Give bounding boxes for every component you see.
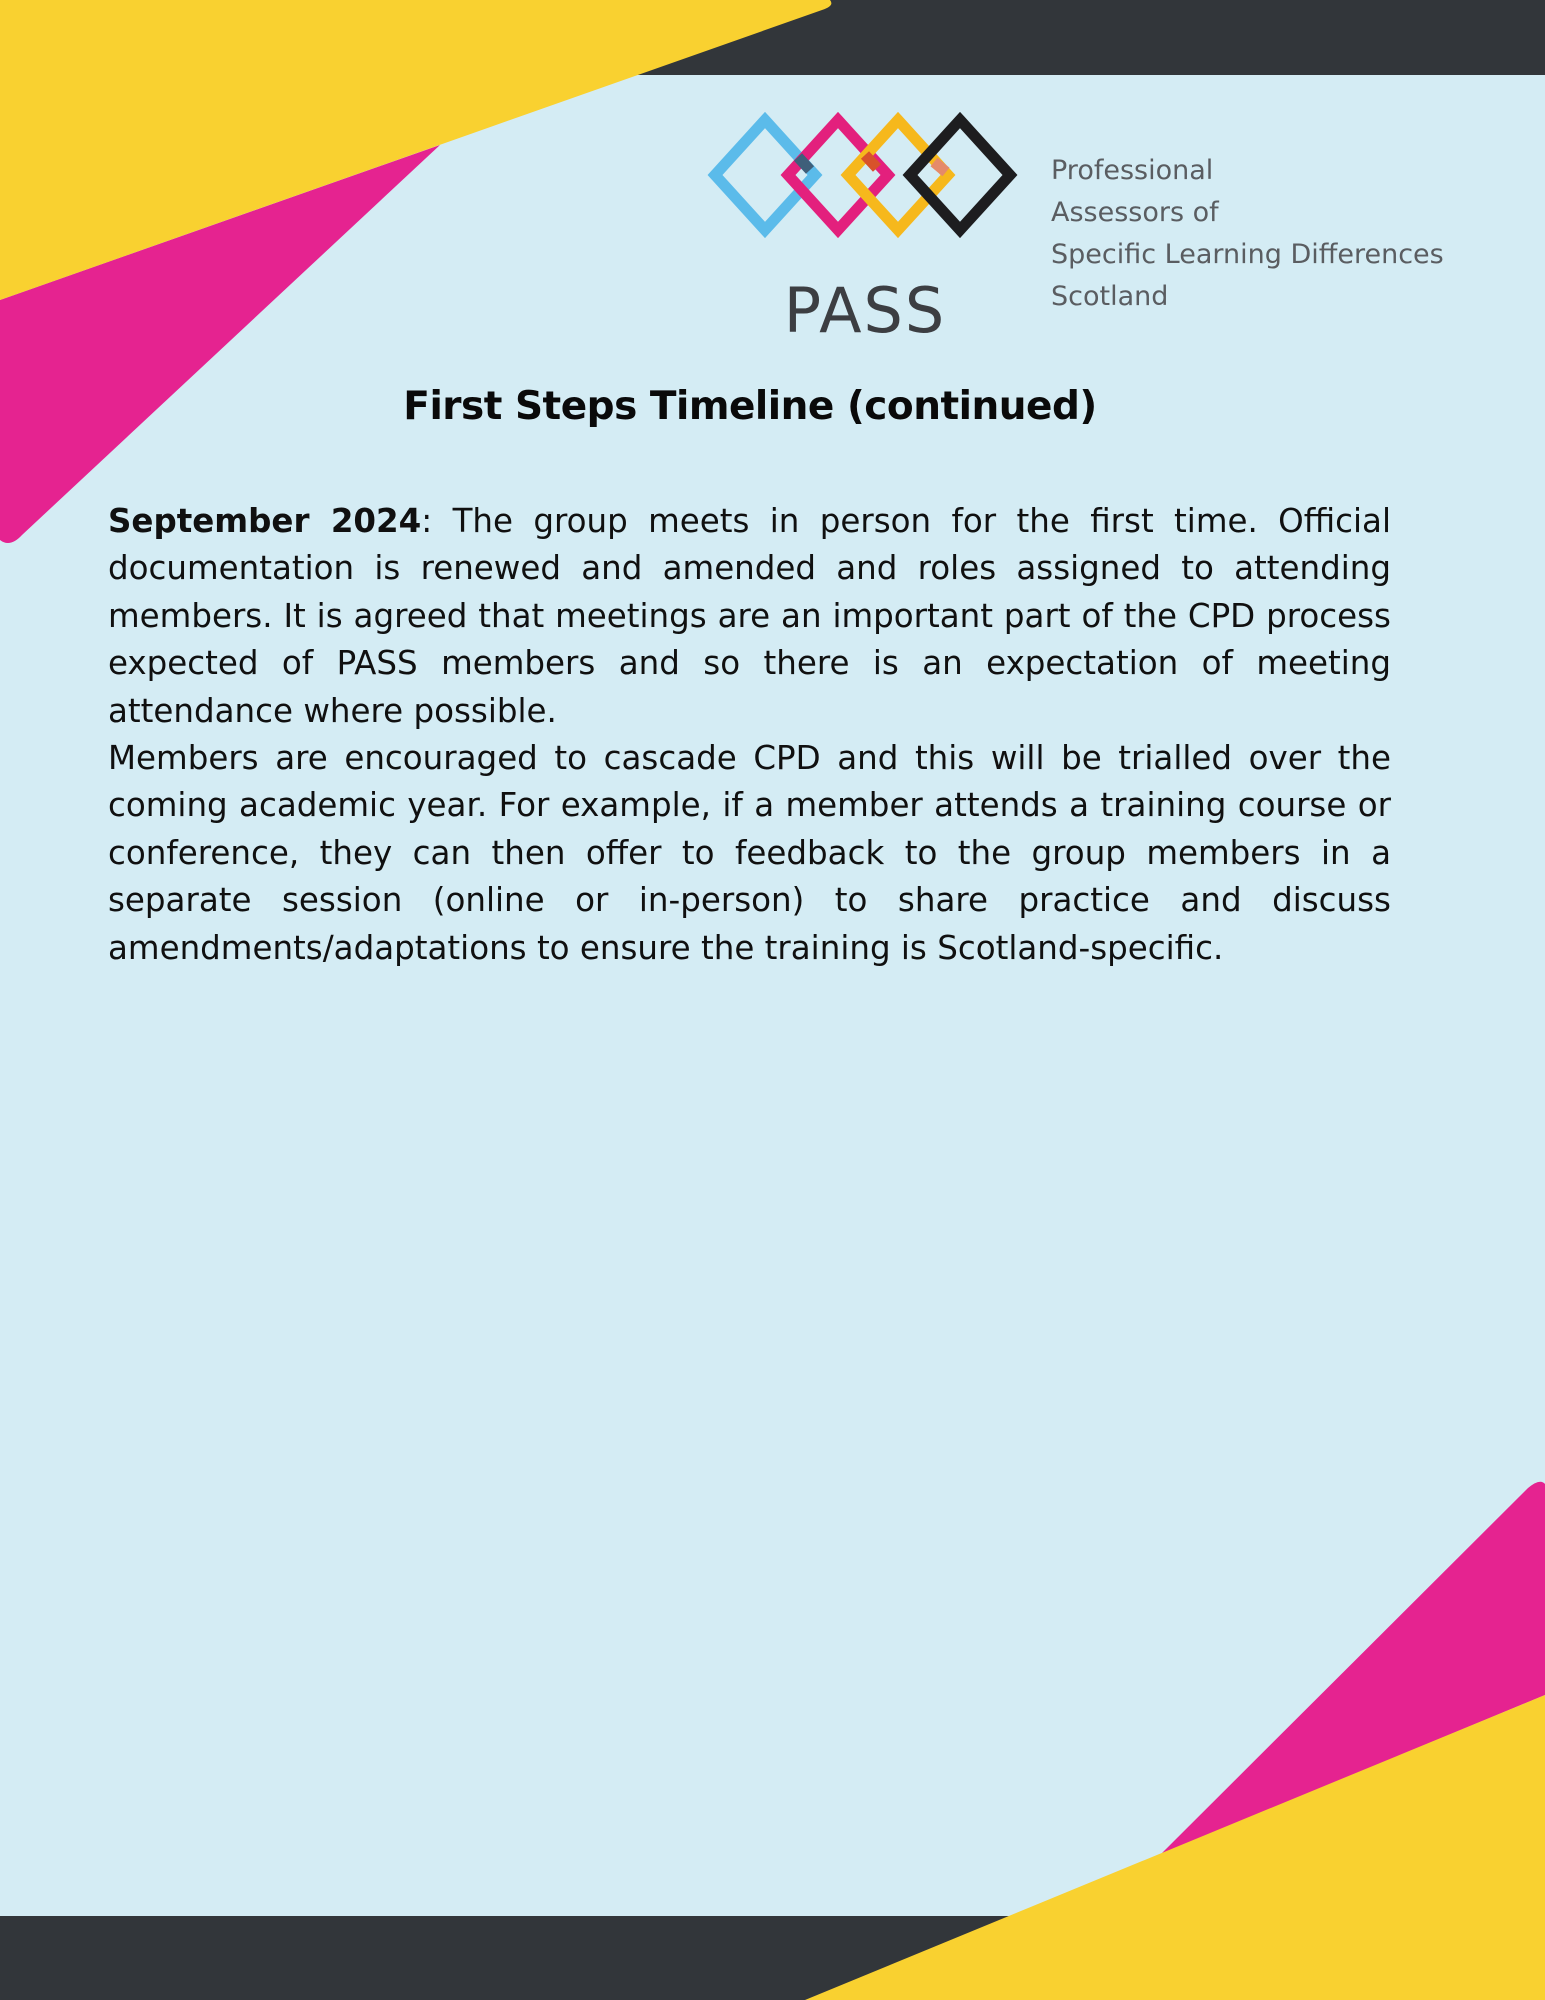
- tagline-line: Professional: [1051, 155, 1214, 186]
- entry-paragraph-1: [108, 498, 1391, 735]
- page-title: First Steps Timeline (continued): [403, 384, 1097, 429]
- tagline-line: Specific Learning Differences: [1051, 239, 1444, 270]
- logo-tagline: [1051, 150, 1531, 318]
- entry-text: The group meets in person for the first time. Official documentation is renewed and amended and roles assigned to attending members. It is agreed that meetings are an important part of the CPD process expected of PASS members and so there is an expectation of meeting attendance where possible.: [108, 502, 1391, 730]
- entry-paragraph-2: Members are encouraged to cascade CPD and this will be trialled over the coming academic year. For example, if a member attends a training course or conference, they can then offer to feedback to the group members in a separate session (online or in-person) to share practice and discuss amendments/adaptations to ensure the training is Scotland-specific.: [108, 739, 1391, 967]
- entry-date: September 2024: [108, 502, 422, 540]
- bottom-right-yellow-shape: [805, 1695, 1545, 2000]
- pass-logo-icon: [690, 110, 1040, 350]
- tagline-line: Assessors of: [1051, 197, 1219, 228]
- pass-wordmark: PASS: [783, 274, 947, 347]
- timeline-entry: [108, 498, 1391, 972]
- entry-separator: :: [421, 502, 433, 540]
- tagline-line: Scotland: [1051, 281, 1169, 312]
